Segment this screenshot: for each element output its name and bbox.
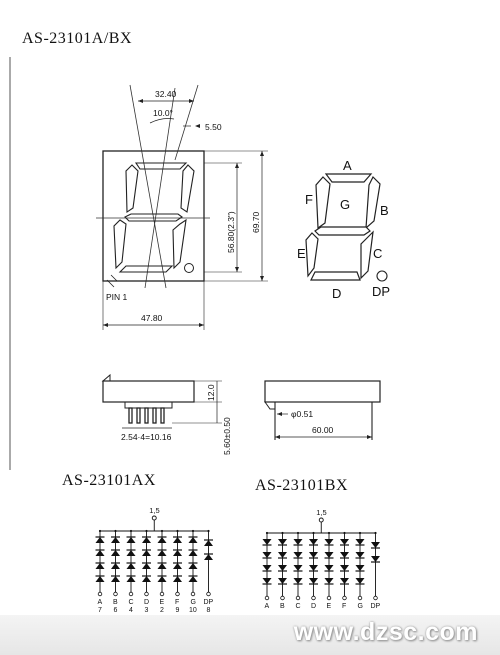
led-diode-g	[356, 539, 365, 545]
circuit-common-cathode	[263, 508, 381, 610]
dim-digit-height: 56.80(2.3")	[226, 211, 236, 253]
side-pin	[129, 408, 132, 423]
led-diode-e	[325, 565, 334, 571]
dim-total-height: 69.70	[251, 211, 261, 233]
segment-label-f: F	[342, 603, 347, 610]
led-diode-c	[127, 576, 136, 582]
segment-pin-node	[343, 596, 347, 600]
segment-pin-node	[114, 592, 118, 596]
side-pins	[129, 408, 164, 423]
dim-pitch: 2.54·4=10.16	[121, 432, 172, 442]
side-view	[103, 375, 232, 455]
led-diode-f	[340, 539, 349, 545]
segment-pin-node	[312, 596, 316, 600]
circuit-title-ax: AS-23101AX	[62, 472, 156, 489]
led-diode-g	[356, 578, 365, 584]
led-diode-c	[127, 563, 136, 569]
front-view	[96, 85, 268, 330]
led-diode-b	[111, 550, 120, 556]
segment-label-f: F	[305, 192, 313, 207]
led-diode-e	[158, 576, 167, 582]
led-diode-b	[278, 565, 287, 571]
slant-line-outer	[175, 85, 198, 160]
dim-bottom-width: 47.80	[141, 313, 163, 323]
segment-label-e: E	[297, 246, 306, 261]
dim-pin-dia: φ0.51	[291, 409, 314, 419]
led-diode-b	[111, 537, 120, 543]
segment-label-b: B	[280, 603, 285, 610]
led-diode-e	[325, 552, 334, 558]
led-diode-b	[278, 539, 287, 545]
side-body-lip	[103, 375, 110, 381]
common-pin-label: 1,5	[149, 506, 160, 515]
segment-legend	[297, 158, 390, 301]
dim-arrow	[103, 323, 108, 327]
led-diode-e	[158, 537, 167, 543]
segment-label-c: C	[373, 246, 383, 261]
common-pin-label: 1,5	[316, 508, 327, 517]
legend-segment-e	[306, 233, 318, 276]
led-diode-f	[173, 537, 182, 543]
segment-label-c: C	[295, 603, 301, 610]
segment-label-a: A	[264, 603, 270, 610]
led-diode-a	[96, 550, 105, 556]
led-diode-a	[96, 537, 105, 543]
pin-number-g: 10	[189, 607, 197, 614]
led-diode-a	[263, 565, 272, 571]
pin1-label: PIN 1	[106, 292, 128, 302]
legend-segment-g	[315, 227, 370, 235]
end-view	[265, 381, 380, 440]
end-body-foot	[265, 402, 275, 409]
segment-label-d: D	[311, 603, 317, 610]
led-diode-d	[142, 576, 151, 582]
led-diode-e	[158, 563, 167, 569]
segment-pin-node	[98, 592, 102, 596]
led-diode-dp	[371, 556, 380, 562]
dim-arrow	[235, 163, 239, 168]
segment-pin-node	[176, 592, 180, 596]
segment-pin-node	[296, 596, 300, 600]
pin-number-c: 4	[129, 607, 133, 614]
led-diode-d	[309, 578, 318, 584]
led-diode-a	[263, 539, 272, 545]
led-diode-e	[158, 550, 167, 556]
dim-top-width: 32.40	[155, 89, 177, 99]
led-diode-b	[111, 563, 120, 569]
led-diode-a	[96, 576, 105, 582]
led-diode-f	[173, 563, 182, 569]
segment-pin-node	[358, 596, 362, 600]
pin-number-b: 6	[113, 607, 118, 614]
led-diode-b	[111, 576, 120, 582]
segment-label-b: B	[380, 203, 389, 218]
dim-arrow	[199, 323, 204, 327]
dim-angle: 10.0°	[153, 108, 173, 118]
segment-label-e: E	[326, 603, 332, 610]
segment-pin-node	[265, 596, 269, 600]
led-diode-a	[96, 563, 105, 569]
led-diode-d	[142, 537, 151, 543]
led-diode-a	[263, 578, 272, 584]
led-diode-e	[325, 578, 334, 584]
segment-label-c: C	[128, 599, 134, 606]
led-diode-d	[309, 539, 318, 545]
led-diode-f	[340, 578, 349, 584]
led-diode-c	[127, 550, 136, 556]
segment-label-g: G	[340, 197, 351, 212]
side-standoff	[125, 402, 172, 408]
led-diode-g	[189, 537, 198, 543]
segment-label-b: B	[113, 599, 118, 606]
pin-number-a: 7	[98, 607, 102, 614]
segment-pin-node	[281, 596, 285, 600]
dim-arrow	[275, 435, 280, 439]
segment-label-d: D	[332, 286, 342, 301]
dim-offset: 5.50	[205, 122, 222, 132]
led-diode-c	[294, 578, 303, 584]
segment-label-dp: DP	[203, 599, 214, 606]
legend-segment-d	[311, 272, 360, 280]
segment-pin-node	[129, 592, 133, 596]
dim-arrow	[235, 267, 239, 272]
common-pin-node	[319, 518, 323, 522]
led-diode-c	[294, 552, 303, 558]
segment-pin-node	[191, 592, 195, 596]
dim-row-spacing: 60.00	[312, 425, 334, 435]
dim-pin-length: 5.60±0.50	[222, 417, 232, 455]
segment-pin-node	[145, 592, 149, 596]
dim-arrow	[260, 276, 264, 281]
segment-pin-node	[374, 596, 378, 600]
legend-segment-c	[361, 232, 373, 278]
led-diode-f	[173, 550, 182, 556]
legend-segment-b	[366, 177, 380, 228]
segment-label-dp: DP	[372, 284, 391, 299]
legend-segment-a	[326, 174, 371, 182]
led-diode-b	[278, 552, 287, 558]
pin-number-dp: 8	[206, 607, 211, 614]
pin-number-e: 2	[160, 607, 164, 614]
led-diode-e	[325, 539, 334, 545]
led-diode-f	[340, 552, 349, 558]
legend-digit-segments	[306, 174, 383, 280]
segment-label-a: A	[97, 599, 103, 606]
led-diode-a	[263, 552, 272, 558]
dim-arrow	[195, 124, 200, 128]
segment-pin-node	[207, 592, 211, 596]
led-diode-g	[189, 563, 198, 569]
legend-segment-f	[316, 177, 330, 228]
led-diode-b	[278, 578, 287, 584]
side-pin	[161, 408, 164, 423]
end-body	[265, 381, 380, 402]
segment-label-a: A	[343, 158, 352, 173]
pin-number-d: 3	[144, 607, 149, 614]
led-diode-f	[340, 565, 349, 571]
side-pin	[137, 408, 140, 423]
led-diode-g	[189, 550, 198, 556]
common-pin-node	[152, 516, 156, 520]
led-diode-d	[142, 563, 151, 569]
dim-arrow	[260, 151, 264, 156]
segment-label-f: F	[175, 599, 180, 606]
led-diode-dp	[371, 542, 380, 548]
circuit-title-bx: AS-23101BX	[255, 477, 349, 494]
led-diode-d	[309, 565, 318, 571]
segment-label-g: G	[357, 603, 363, 610]
led-diode-dp	[204, 554, 213, 560]
side-body	[103, 381, 194, 402]
led-diode-c	[294, 539, 303, 545]
side-pin	[145, 408, 148, 423]
led-diode-f	[173, 576, 182, 582]
dim-arrow	[138, 99, 143, 103]
segment-label-d: D	[144, 599, 150, 606]
led-diode-d	[142, 550, 151, 556]
circuit-common-anode	[96, 506, 214, 614]
led-diode-c	[127, 537, 136, 543]
legend-decimal-point	[377, 271, 387, 281]
led-diode-dp	[204, 540, 213, 546]
led-diode-g	[356, 552, 365, 558]
led-diode-g	[189, 576, 198, 582]
dim-body-height: 12.0	[206, 384, 216, 401]
segment-label-g: G	[190, 599, 196, 606]
segment-pin-node	[327, 596, 331, 600]
led-diode-g	[356, 565, 365, 571]
watermark: www.dzsc.com	[293, 618, 478, 646]
led-diode-d	[309, 552, 318, 558]
segment-pin-node	[160, 592, 164, 596]
led-diode-c	[294, 565, 303, 571]
pin-number-f: 9	[175, 607, 180, 614]
segment-label-e: E	[159, 599, 165, 606]
side-pin	[153, 408, 156, 423]
part-number-title: AS-23101A/BX	[22, 30, 133, 47]
segment-label-dp: DP	[370, 603, 381, 610]
dim-arrow	[277, 412, 282, 416]
dim-arrow	[367, 435, 372, 439]
